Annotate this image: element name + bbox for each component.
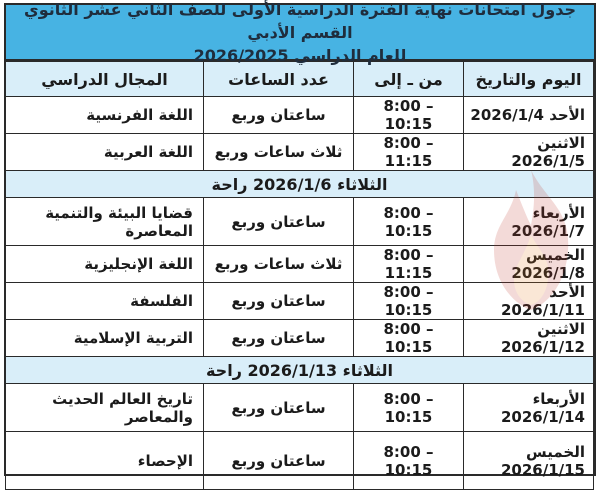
title-line-2: للعام الدراسي 2026/2025	[193, 45, 407, 65]
cell-hours: ساعتان وربع	[204, 97, 354, 134]
cell-time: 8:00 – 10:15	[354, 384, 464, 432]
cell-time: 8:00 – 10:15	[354, 97, 464, 134]
table-row	[6, 432, 594, 490]
cell-day: الاثنين 2026/1/12	[464, 320, 594, 357]
rest-day-label: الثلاثاء 2026/1/6 راحة	[6, 171, 594, 198]
cell-subject: الإحصاء	[6, 432, 204, 490]
cell-time: 8:00 – 10:15	[354, 198, 464, 246]
cell-time: 8:00 – 10:15	[354, 432, 464, 490]
header-from-to: من ـ إلى	[354, 62, 464, 97]
cell-day: الأحد 2026/1/4	[464, 97, 594, 134]
cell-subject: تاريخ العالم الحديث والمعاصر	[6, 384, 204, 432]
header-row	[6, 62, 594, 97]
cell-day: الأربعاء 2026/1/14	[464, 384, 594, 432]
header-subject: المجال الدراسي	[6, 62, 204, 97]
cell-hours: ساعتان وربع	[204, 432, 354, 490]
table-row	[6, 384, 594, 432]
rest-day-row	[6, 171, 594, 198]
cell-hours: ساعتان وربع	[204, 384, 354, 432]
cell-subject: التربية الإسلامية	[6, 320, 204, 357]
table-row	[6, 198, 594, 246]
cell-subject: قضايا البيئة والتنمية المعاصرة	[6, 198, 204, 246]
cell-subject: الفلسفة	[6, 283, 204, 320]
cell-subject: اللغة الإنجليزية	[6, 246, 204, 283]
cell-subject: اللغة العربية	[6, 134, 204, 171]
cell-hours: ثلاث ساعات وربع	[204, 134, 354, 171]
cell-hours: ساعتان وربع	[204, 320, 354, 357]
rest-day-row	[6, 357, 594, 384]
cell-time: 8:00 – 11:15	[354, 134, 464, 171]
cell-hours: ثلاث ساعات وربع	[204, 246, 354, 283]
cell-day: الاثنين 2026/1/5	[464, 134, 594, 171]
rest-day-label: الثلاثاء 2026/1/13 راحة	[6, 357, 594, 384]
table-row	[6, 283, 594, 320]
cell-day: الخميس 2026/1/15	[464, 432, 594, 490]
cell-time: 8:00 – 10:15	[354, 320, 464, 357]
header-day-date: اليوم والتاريخ	[464, 62, 594, 97]
cell-day: الخميس 2026/1/8	[464, 246, 594, 283]
table-row	[6, 320, 594, 357]
exam-schedule	[4, 0, 596, 479]
table-row	[6, 134, 594, 171]
table-row	[6, 97, 594, 134]
cell-time: 8:00 – 10:15	[354, 283, 464, 320]
table-row	[6, 246, 594, 283]
cell-day: الأحد 2026/1/11	[464, 283, 594, 320]
cell-time: 8:00 – 11:15	[354, 246, 464, 283]
schedule-title	[6, 0, 594, 65]
cell-hours: ساعتان وربع	[204, 283, 354, 320]
schedule-table	[5, 61, 594, 490]
cell-hours: ساعتان وربع	[204, 198, 354, 246]
title-line-1: جدول امتحانات نهاية الفترة الدراسية الأولى للصف الثاني عشر الثانوي القسم الأدبي	[24, 0, 576, 42]
header-hours: عدد الساعات	[204, 62, 354, 97]
cell-day: الأربعاء 2026/1/7	[464, 198, 594, 246]
cell-subject: اللغة الفرنسية	[6, 97, 204, 134]
